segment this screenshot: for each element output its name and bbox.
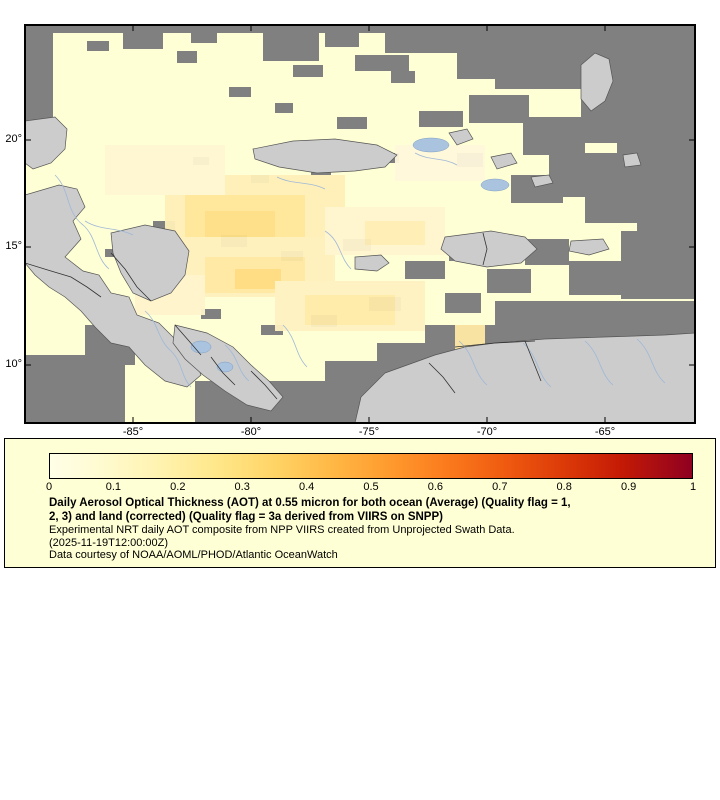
cb-tick-1: 0.1 — [105, 481, 122, 493]
map-canvas[interactable] — [25, 25, 695, 423]
cb-tick-10: 1 — [689, 481, 697, 493]
map-panel[interactable] — [24, 24, 696, 424]
lon-label-70: -70° — [476, 426, 498, 438]
lon-label-80: -80° — [240, 426, 262, 438]
colorbar-tick-labels — [45, 481, 697, 495]
lat-label-20: 20° — [5, 133, 22, 145]
caption-title-line-2: 2, 3) and land (corrected) (Quality flag = 3a derived from VIIRS on SNPP) — [49, 510, 443, 523]
cb-tick-7: 0.7 — [492, 481, 508, 493]
map-raster — [25, 25, 695, 423]
lon-label-65: -65° — [594, 426, 616, 438]
caption-line-2: (2025-11-19T12:00:00Z) — [49, 536, 169, 549]
caption-line-3: Data courtesy of NOAA/AOML/PHOD/Atlantic OceanWatch — [49, 549, 338, 561]
cb-tick-9: 0.9 — [620, 481, 637, 493]
cb-tick-4: 0.4 — [298, 481, 315, 493]
lon-label-85: -85° — [122, 426, 144, 438]
cb-tick-3: 0.3 — [234, 481, 250, 493]
cb-tick-6: 0.6 — [427, 481, 444, 493]
cb-tick-5: 0.5 — [363, 481, 379, 493]
colorbar — [49, 453, 693, 479]
legend-panel — [4, 438, 716, 568]
cb-tick-0: 0 — [45, 481, 53, 493]
lat-label-10: 10° — [5, 358, 22, 370]
caption-line-1: Experimental NRT daily AOT composite from NPP VIIRS created from Unprojected Swath Data. — [49, 524, 515, 536]
cb-tick-8: 0.8 — [556, 481, 572, 493]
lon-label-75: -75° — [358, 426, 380, 438]
cb-tick-2: 0.2 — [170, 481, 186, 493]
colorbar-gradient — [50, 454, 692, 478]
caption-block — [49, 497, 709, 562]
caption-title-line-1: Daily Aerosol Optical Thickness (AOT) at 0.55 micron for both ocean (Average) (Quality flag = 1, — [49, 497, 571, 509]
lat-label-15: 15° — [5, 240, 22, 252]
